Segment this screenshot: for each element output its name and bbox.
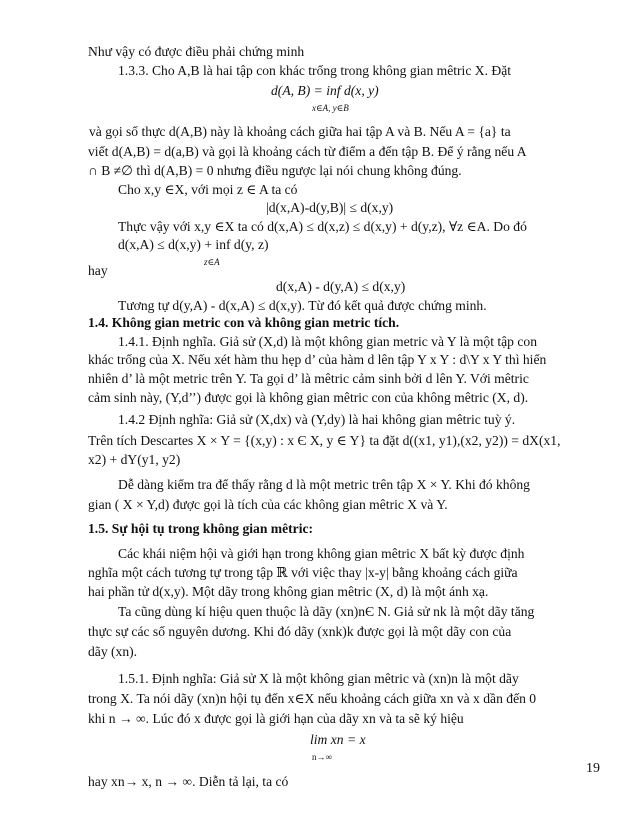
text-line: cảm sinh này, (Y,d’’) được gọi là không gian mêtric con của không mêtric (X, d).	[88, 390, 529, 405]
text-line: Các khái niệm hội và giới hạn trong không gian mêtric X bất kỳ được định	[118, 546, 525, 561]
text-line: dãy (xn).	[88, 644, 138, 659]
formula-line: d(A, B) = inf d(x, y)	[271, 83, 379, 98]
text-line: Trên tích Descartes X × Y = {(x,y) : x Є X, y ∈ Y} ta đặt d((x1, y1),(x2, y2)) = dX(x1,	[88, 433, 561, 448]
text-line: hay xn→ x, n → ∞. Diễn tả lại, ta có	[88, 774, 289, 789]
formula-subscript: z∈A	[204, 257, 220, 267]
section-heading: 1.5. Sự hội tụ trong không gian mêtric:	[88, 521, 314, 536]
text-line: Ta cũng dùng kí hiệu quen thuộc là dãy (xn)nЄ N. Giả sử nk là một dãy tăng	[118, 604, 535, 619]
text-line: khi n → ∞. Lúc đó x được gọi là giới hạn của dãy xn và ta sẽ ký hiệu	[88, 711, 464, 726]
text-line: khác trống của X. Nếu xét hàm thu hẹp d’ của hàm d lên tập Y x Y : d\Y x Y thì hiển	[88, 352, 547, 367]
text-line: thực sự các số nguyên dương. Khi đó dãy (xnk)k được gọi là một dãy con của	[88, 624, 512, 639]
text-line: Tương tự d(y,A) - d(x,A) ≤ d(x,y). Từ đó kết quả được chứng minh.	[118, 298, 487, 313]
text-line: hai phần tử d(x,y). Một dãy trong không gian mêtric (X, d) là một ánh xạ.	[88, 584, 489, 599]
text-line: Thực vậy với x,y ∈X ta có d(x,A) ≤ d(x,z) ≤ d(x,y) + d(y,z), ∀z ∈A. Do đó	[118, 219, 527, 234]
formula-line: d(x,A) - d(y,A) ≤ d(x,y)	[276, 279, 406, 294]
formula-line: lim xn = x	[310, 732, 366, 747]
text-line: hay	[88, 263, 108, 278]
text-line: viết d(A,B) = d(a,B) và gọi là khoảng cách từ điểm a đến tập B. Để ý rằng nếu A	[88, 144, 527, 159]
text-line: 1.4.1. Định nghĩa. Giả sử (X,d) là một không gian metric và Y là một tập con	[118, 334, 537, 349]
text-line: và gọi số thực d(A,B) này là khoảng cách giữa hai tập A và B. Nếu A = {a} ta	[89, 124, 511, 139]
formula-line: |d(x,A)-d(y,B)| ≤ d(x,y)	[266, 200, 394, 215]
formula-subscript: x∈A, y∈B	[312, 103, 349, 113]
text-line: Cho x,y ∈X, với mọi z ∈ A ta có	[118, 182, 298, 197]
text-line: Dễ dàng kiểm tra để thấy rằng d là một metric trên tập X × Y. Khi đó không	[118, 477, 530, 492]
formula-subscript: n→∞	[312, 752, 332, 762]
section-heading: 1.4. Không gian metric con và không gian metric tích.	[88, 315, 400, 330]
text-line: 1.3.3. Cho A,B là hai tập con khác trống trong không gian mêtric X. Đặt	[118, 63, 512, 78]
formula-line: d(x,A) ≤ d(x,y) + inf d(y, z)	[118, 237, 269, 252]
text-line: x2) + dY(y1, y2)	[88, 452, 181, 467]
text-line: nghĩa một cách tương tự trong tập ℝ với việc thay |x-y| bằng khoảng cách giữa	[88, 565, 518, 580]
text-line: 1.5.1. Định nghĩa: Giả sử X là một không gian mêtric và (xn)n là một dãy	[118, 671, 519, 686]
text-line: 1.4.2 Định nghĩa: Giả sử (X,dx) và (Y,dy) là hai không gian mêtric tuỳ ý.	[118, 412, 516, 427]
text-line: ∩ B ≠∅ thì d(A,B) = 0 nhưng điều ngược lại nói chung không đúng.	[88, 163, 462, 178]
page-number: 19	[586, 761, 600, 776]
text-line: Như vậy có được điều phải chứng minh	[88, 44, 305, 59]
text-line: trong X. Ta nói dãy (xn)n hội tụ đến x∈X nếu khoảng cách giữa xn và x dần đến 0	[88, 691, 537, 706]
text-line: gian ( X × Y,d) được gọi là tích của các không gian mêtric X và Y.	[88, 497, 448, 512]
text-line: nhiên d’ là một metric trên Y. Ta gọi d’ là mêtric cảm sinh bởi d lên Y. Với mêtric	[88, 371, 529, 386]
